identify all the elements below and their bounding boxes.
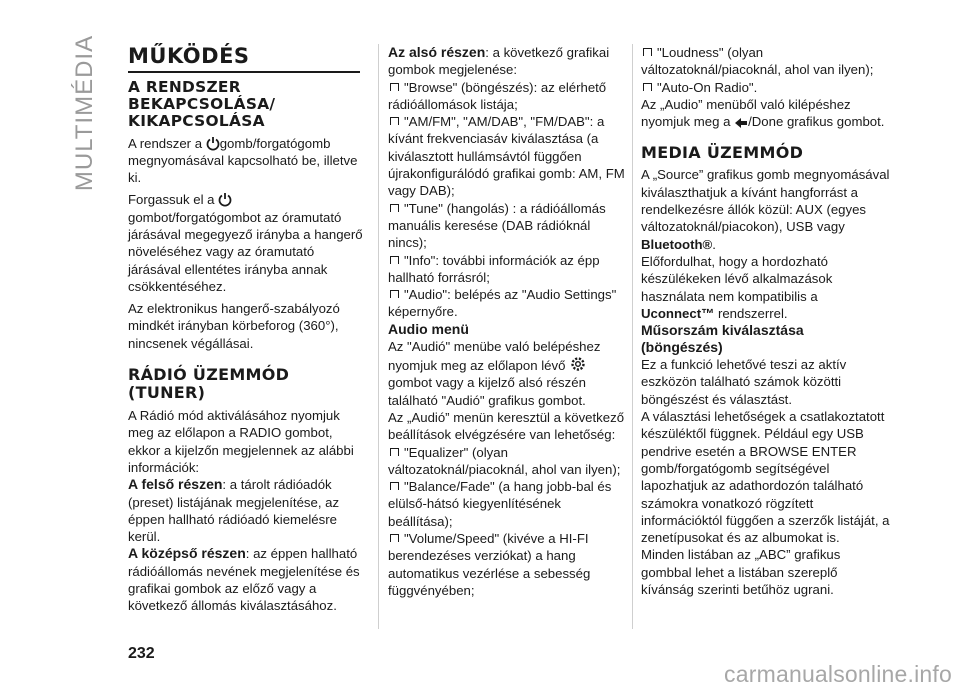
volume-paragraph: Forgassuk el a gombot/forgatógombot az óramutató járásával megegyező irányba a hangerő növeléséhez vagy az óramutató járásával ellentétes irányba annak csökkentéséhez. — [128, 192, 363, 294]
audio-paragraph-3: Az „Audió” menün keresztül a következő beállítások elvégzésére van lehetőség: — [388, 409, 625, 443]
bullet-icon — [390, 256, 399, 264]
knob-paragraph: Az elektronikus hangerő-szabályozó mindkét irányban körbeforog (360°), nincsenek végállásai. — [128, 301, 340, 351]
list-item: "Loudness" (olyan változatoknál/piacoknál, ahol van ilyen); — [641, 45, 874, 78]
upper-part-paragraph: A felső részen: a tárolt rádióadók (preset) listájának megjelenítése, az éppen hallható rádióadó kiemelésre kerül. — [128, 476, 340, 545]
track-paragraph-2: A választási lehetőségek a csatlakoztatott készüléktől függnek. Például egy USB pendrive esetén a BROWSE ENTER gomb/forgatógomb segítségével lapozhatjuk az adathordozón található számokra vonatkozó rögzített információktól függően a szerzők listáját, a zenetípusokat és az albumokat is. — [641, 409, 890, 546]
list-item: "AM/FM", "AM/DAB", "FM/DAB": a kívánt frekvenciasáv kiválasztása (a kiválasztott hullámsávtól függően újrakonfigurálódó grafikai gomb: AM, FM vagy DAB); — [388, 114, 625, 199]
column-divider — [378, 44, 379, 629]
middle-part-paragraph: A középső részen: az éppen hallható rádióállomás nevének megjelenítése és grafikai gombok az előző vagy a következő állomás kiválasztásához. — [128, 545, 360, 614]
column-2 — [388, 44, 628, 599]
list-item: "Info": további információk az épp hallható forrásról; — [388, 252, 600, 285]
track-paragraph-3: Minden listában az „ABC” grafikus gombbal lehet a listában szereplő kívánság szerinti betűhöz ugrani. — [641, 547, 841, 598]
exit-paragraph: Az „Audio” menüből való kilépéshez nyomjuk meg a /Done grafikus gombot. — [641, 96, 885, 130]
bullet-icon — [390, 482, 399, 490]
bullet-icon — [390, 117, 399, 125]
bullet-icon — [643, 48, 652, 56]
radio-paragraph: A Rádió mód aktiválásához nyomjuk meg az előlapon a RADIO gombot, ekkor a kijelzőn megjelennek az alábbi információk: — [128, 408, 354, 475]
bullet-icon — [390, 448, 399, 456]
list-item: "Tune" (hangolás) : a rádióállomás manuális keresése (DAB rádióknál nincs); — [388, 200, 606, 251]
track-paragraph-1: Ez a funkció lehetővé teszi az aktív eszközön található számok közötti böngészést és választást. — [641, 357, 847, 407]
column-1 — [128, 44, 368, 615]
bullet-icon — [643, 83, 652, 91]
heading-power: A RENDSZER BEKAPCSOLÁSA/ KIKAPCSOLÁSA — [128, 77, 276, 130]
column-divider — [632, 44, 633, 629]
power-icon — [206, 136, 220, 151]
audio-paragraph: Az "Audió" menübe való belépéshez nyomjuk meg az előlapon lévő — [388, 338, 601, 374]
watermark: carmanualsonline.info — [724, 661, 952, 687]
bullet-icon — [390, 290, 399, 298]
power-paragraph: A rendszer a gomb/forgatógomb megnyomásával kapcsolható be, illetve ki. — [128, 135, 358, 186]
audio-paragraph-2: gombot vagy a kijelző alsó részén található "Audió" grafikus gombot. — [388, 375, 586, 408]
list-item: "Audio": belépés az "Audio Settings" képernyőre. — [388, 287, 617, 320]
heading-track-select: Műsorszám kiválasztása (böngészés) — [641, 322, 804, 356]
title-rule — [128, 71, 360, 73]
column-3 — [641, 44, 891, 598]
section-side-label: MULTIMÉDIA — [71, 34, 98, 192]
settings-gear-icon — [569, 355, 587, 373]
bullet-icon — [390, 204, 399, 212]
list-item: "Equalizer" (olyan változatoknál/piacoknál, ahol van ilyen); — [388, 444, 621, 477]
page-number: 232 — [128, 645, 155, 662]
list-item: "Balance/Fade" (a hang jobb-bal és elülső-hátsó kiegyenlítésének beállítása); — [388, 479, 612, 529]
compat-paragraph: Előfordulhat, hogy a hordozható készülékeken lévő alkalmazások használata nem kompatibilis a Uconnect™ rendszerrel. — [641, 253, 833, 321]
bullet-icon — [390, 534, 399, 542]
list-item: "Auto-On Radio". — [641, 79, 891, 96]
heading-radio: RÁDIÓ ÜZEMMÓD (TUNER) — [128, 365, 290, 403]
bullet-icon — [390, 83, 399, 91]
media-paragraph: A „Source” grafikus gomb megnyomásával kiválaszthatjuk a kívánt hangforrást a rendelkezésre állók közül: AUX (egyes változatoknál/piacokon), USB vagy Bluetooth®. — [641, 167, 890, 252]
section-title-mukodes: MŰKÖDÉS — [128, 44, 250, 68]
lower-part-paragraph: Az alsó részen: a következő grafikai gombok megjelenése: — [388, 44, 610, 78]
heading-audio-menu: Audio menü — [388, 320, 469, 337]
list-item: "Volume/Speed" (kivéve a HI-FI berendezéses verziókat) a hang automatikus vezérlése a sebesség függvényében; — [388, 531, 591, 598]
heading-media: MEDIA ÜZEMMÓD — [641, 143, 804, 163]
back-arrow-icon — [734, 117, 748, 129]
list-item: "Browse" (böngészés): az elérhető rádióállomások listája; — [388, 79, 607, 112]
power-icon — [218, 192, 232, 207]
